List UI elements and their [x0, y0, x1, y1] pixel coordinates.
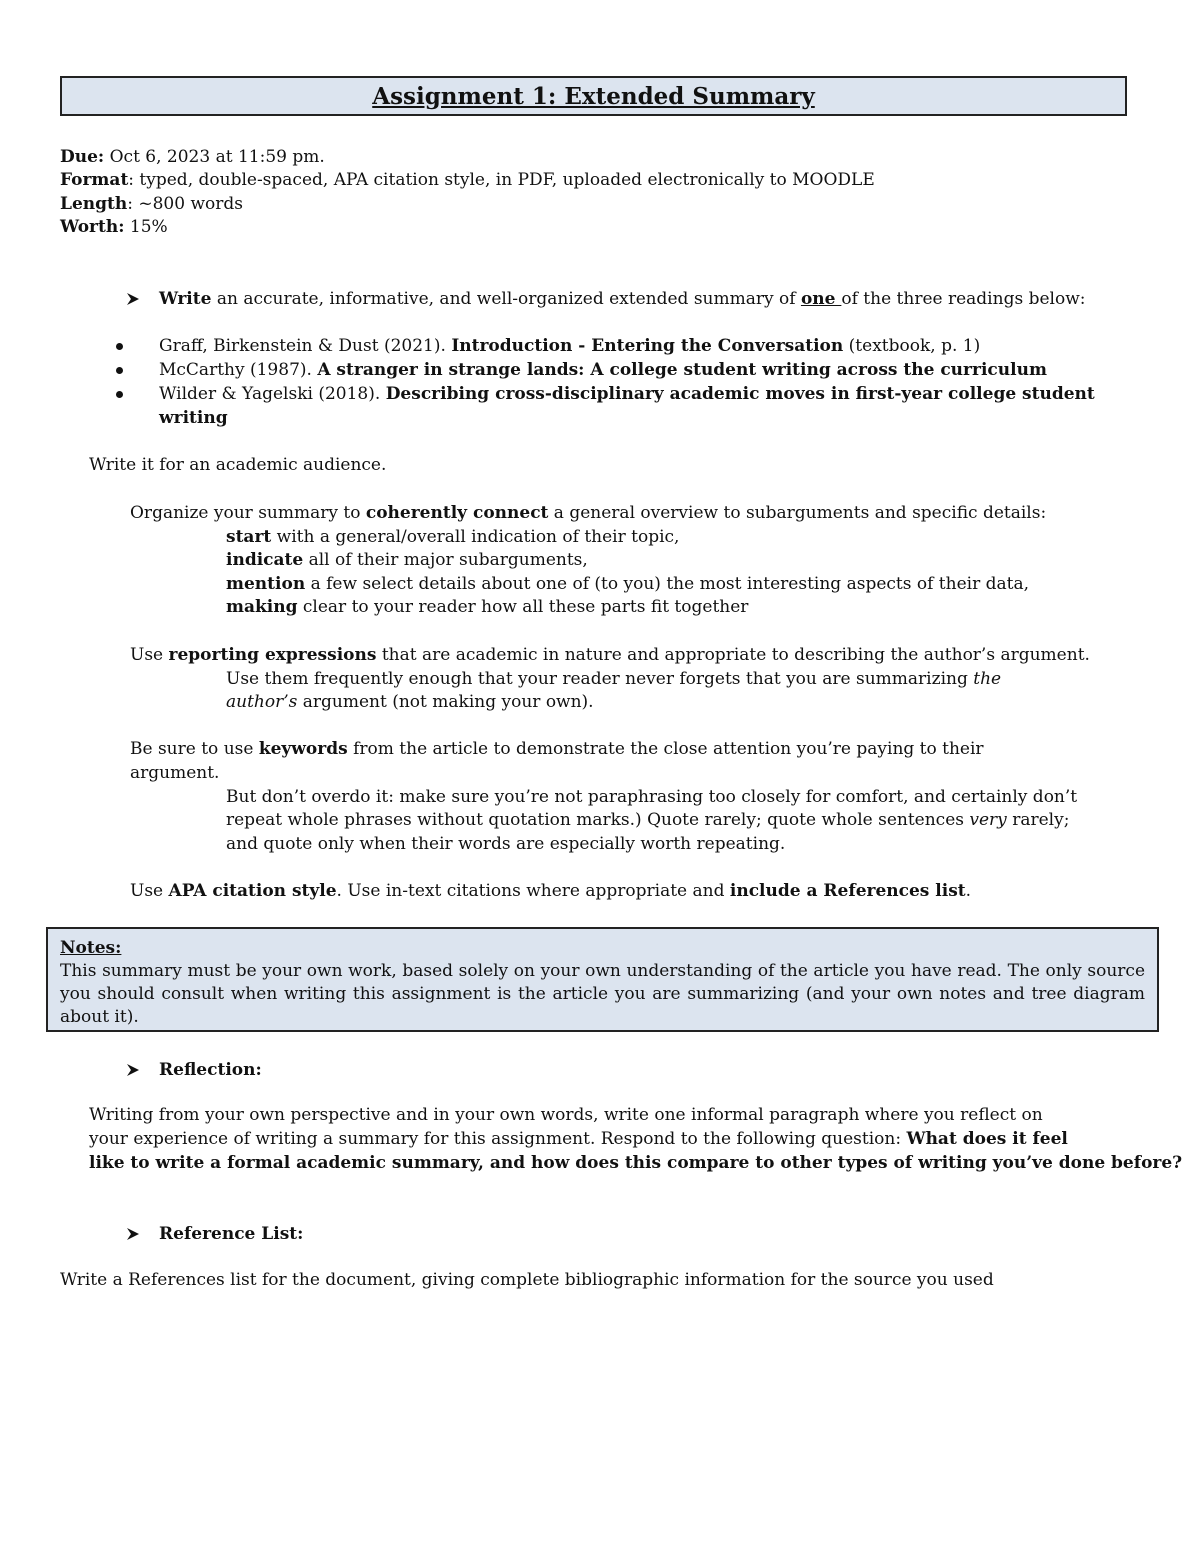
worth-line: Worth: 15%: [60, 217, 168, 237]
title-box: [60, 76, 1127, 116]
reporting-line-2: Use them frequently enough that your reader never forgets that you are summarizing the: [226, 669, 1002, 689]
write-task-line: Write an accurate, informative, and well-organized extended summary of one of the three readings below:: [159, 289, 1086, 309]
reference-text: Write a References list for the document, giving complete bibliographic information for the source you used: [60, 1270, 994, 1290]
due-line: Due: Oct 6, 2023 at 11:59 pm.: [60, 147, 325, 167]
organize-step: start with a general/overall indication of their topic,: [226, 527, 680, 547]
reading-item-continued: writing: [159, 408, 228, 428]
reflection-heading: Reflection:: [159, 1060, 262, 1080]
notes-heading: Notes:: [60, 938, 122, 958]
bullet-icon: [116, 367, 123, 374]
format-line: Format: typed, double-spaced, APA citation style, in PDF, uploaded electronically to MOODLE: [60, 170, 875, 190]
keywords-line-2: argument.: [130, 763, 220, 783]
apa-line: Use APA citation style. Use in-text citations where appropriate and include a References list.: [130, 881, 972, 901]
reading-item: McCarthy (1987). A stranger in strange lands: A college student writing across the curriculum: [159, 360, 1047, 380]
page-title: Assignment 1: Extended Summary: [372, 82, 815, 110]
reporting-line: Use reporting expressions that are academic in nature and appropriate to describing the author’s argument.: [130, 645, 1090, 665]
bullet-icon: [116, 343, 123, 350]
keywords-line-5: and quote only when their words are especially worth repeating.: [226, 834, 786, 854]
keywords-line-4: repeat whole phrases without quotation marks.) Quote rarely; quote whole sentences very rarely;: [226, 810, 1070, 830]
organize-line: Organize your summary to coherently connect a general overview to subarguments and specific details:: [130, 503, 1047, 523]
organize-step: making clear to your reader how all these parts fit together: [226, 597, 749, 617]
notes-box: [46, 927, 1159, 1032]
keywords-line: Be sure to use keywords from the article to demonstrate the close attention you’re paying to their: [130, 739, 984, 759]
reporting-line-3: author’s argument (not making your own).: [226, 692, 594, 712]
reading-item: Wilder & Yagelski (2018). Describing cross-disciplinary academic moves in first-year college student: [159, 384, 1095, 404]
reflection-line-2: your experience of writing a summary for this assignment. Respond to the following question: What does it feel: [89, 1129, 1068, 1149]
bullet-icon: [116, 391, 123, 398]
reading-item: Graff, Birkenstein & Dust (2021). Introduction - Entering the Conversation (textbook, p. 1): [159, 336, 981, 356]
arrow-bullet-icon: [126, 1063, 140, 1077]
organize-step: mention a few select details about one of (to you) the most interesting aspects of their data,: [226, 574, 1029, 594]
reflection-line-1: Writing from your own perspective and in your own words, write one informal paragraph where you reflect on: [89, 1105, 1043, 1125]
reference-heading: Reference List:: [159, 1224, 304, 1244]
arrow-bullet-icon: [126, 292, 140, 306]
organize-step: indicate all of their major subarguments,: [226, 550, 588, 570]
length-line: Length: ~800 words: [60, 194, 243, 214]
notes-body: This summary must be your own work, based solely on your own understanding of the article you have read. The only source you should consult when writing this assignment is the article you are summarizing (and your own notes and tree diagram about it).: [60, 961, 1145, 1027]
audience-line: Write it for an academic audience.: [89, 455, 387, 475]
keywords-line-3: But don’t overdo it: make sure you’re not paraphrasing too closely for comfort, and certainly don’t: [226, 787, 1078, 807]
reflection-line-3: like to write a formal academic summary, and how does this compare to other types of writing you’ve done before?: [89, 1153, 1183, 1173]
arrow-bullet-icon: [126, 1227, 140, 1241]
